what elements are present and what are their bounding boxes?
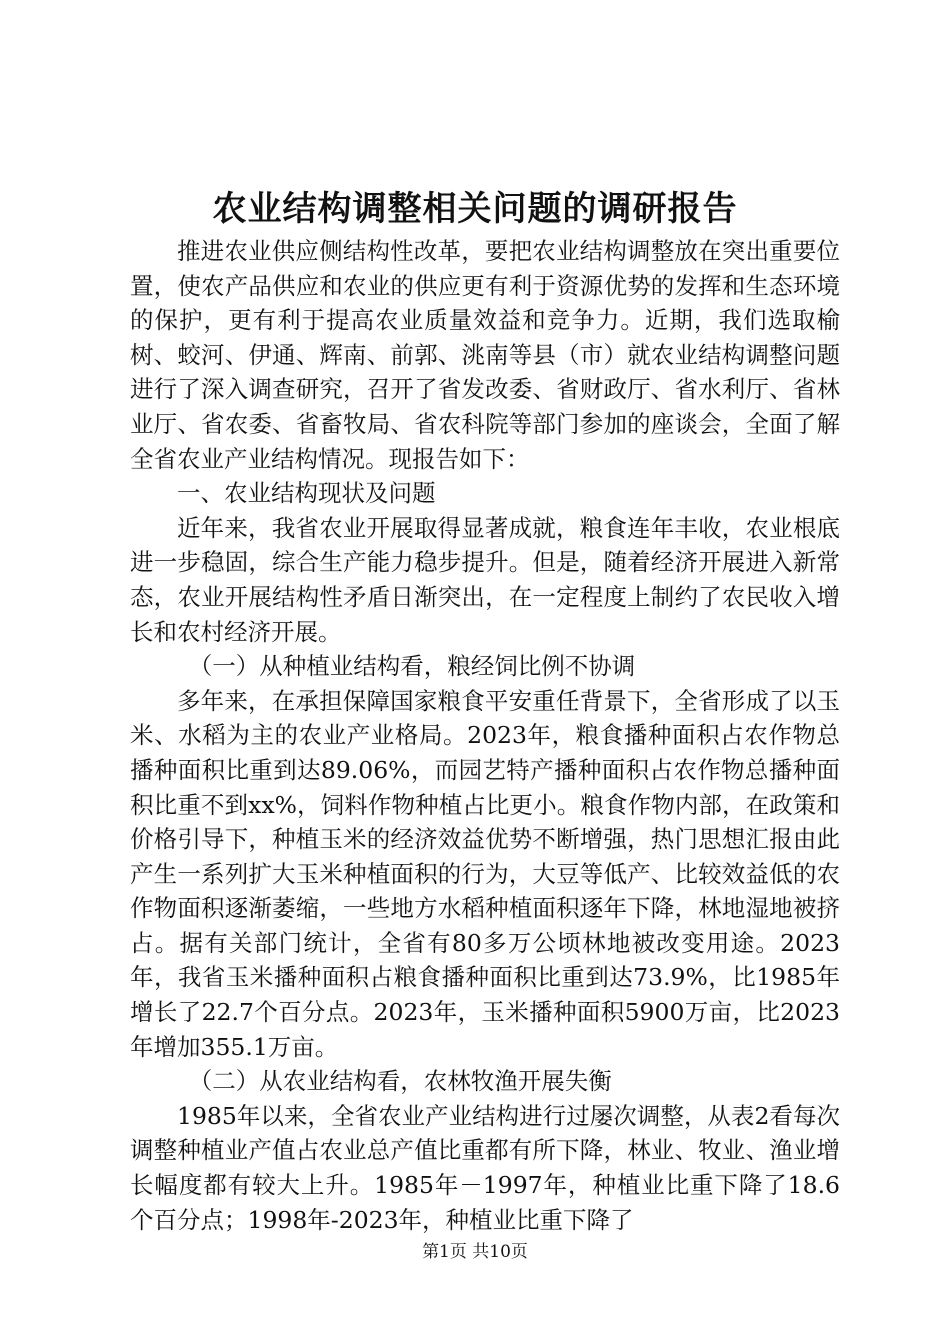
page-footer: 第1页 共10页: [422, 1242, 528, 1262]
subsection-2-paragraph: 1985年以来，全省农业产业结构进行过屡次调整，从表2看每次调整种植业产值占农业总产值比重都有所下降，林业、牧业、渔业增长幅度都有较大上升。1985年－1997年，种植业比重下降了18.6个百分点；1998年-2023年，种植业比重下降了: [130, 1101, 840, 1234]
subsection-heading-1: （一）从种植业结构看，粮经饲比例不协调: [188, 652, 636, 681]
subsection-heading-2: （二）从农业结构看，农林牧渔开展失衡: [188, 1067, 612, 1096]
document-title: 农业结构调整相关问题的调研报告: [212, 189, 738, 229]
intro-paragraph: 推进农业供应侧结构性改革，要把农业结构调整放在突出重要位置，使农产品供应和农业的供应更有利于资源优势的发挥和生态环境的保护，更有利于提高农业质量效益和竞争力。近期，我们选取榆树、蛟河、伊通、辉南、前郭、洮南等县（市）就农业结构调整问题进行了深入调查研究，召开了省发改委、省财政厅、省水利厅、省林业厅、省农委、省畜牧局、省农科院等部门参加的座谈会，全面了解全省农业产业结构情况。现报告如下：: [130, 237, 840, 473]
section-1-paragraph: 近年来，我省农业开展取得显著成就，粮食连年丰收，农业根底进一步稳固，综合生产能力稳步提升。但是，随着经济开展进入新常态，农业开展结构性矛盾日渐突出，在一定程度上制约了农民收入增长和农村经济开展。: [130, 513, 840, 646]
document-body: [130, 234, 840, 1237]
section-heading-1: 一、农业结构现状及问题: [177, 479, 436, 508]
subsection-1-paragraph: 多年来，在承担保障国家粮食平安重任背景下，全省形成了以玉米、水稻为主的农业产业格局。2023年，粮食播种面积占农作物总播种面积比重到达89.06%，而园艺特产播种面积占农作物总播种面积比重不到xx%，饲料作物种植占比更小。粮食作物内部，在政策和价格引导下，种植玉米的经济效益优势不断增强，热门思想汇报由此产生一系列扩大玉米种植面积的行为，大豆等低产、比较效益低的农作物面积逐渐萎缩，一些地方水稻种植面积逐年下降，林地湿地被挤占。据有关部门统计，全省有80多万公顷林地被改变用途。2023年，我省玉米播种面积占粮食播种面积比重到达73.9%，比1985年增长了22.7个百分点。2023年，玉米播种面积5900万亩，比2023年增加355.1万亩。: [130, 686, 840, 1061]
